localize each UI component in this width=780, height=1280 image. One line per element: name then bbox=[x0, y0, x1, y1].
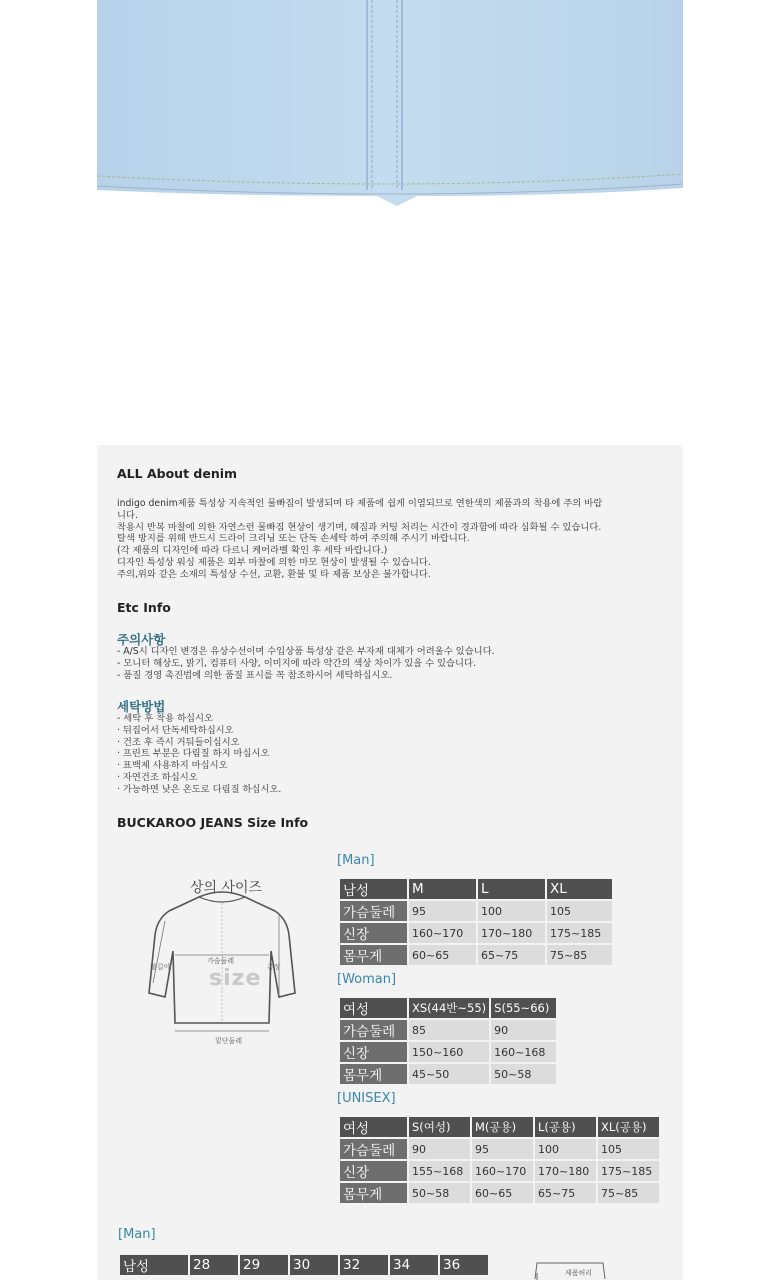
man-table-label: [Man] bbox=[337, 853, 375, 868]
table-cell: 34 bbox=[390, 1255, 438, 1275]
table-cell: 몸무게 bbox=[340, 1183, 407, 1203]
wash-line: · 건조 후 즉시 거둬들이십시오 bbox=[117, 736, 240, 748]
wash-line: · 가능하면 낮은 온도로 다림질 하십시오. bbox=[117, 783, 282, 795]
table-cell: 남성 bbox=[340, 879, 407, 899]
table-cell: 160~170 bbox=[409, 923, 476, 943]
woman-table-label: [Woman] bbox=[337, 972, 397, 987]
length-label: 총장 bbox=[267, 963, 281, 971]
table-cell: 100 bbox=[535, 1139, 596, 1159]
table-cell: 60~65 bbox=[472, 1183, 533, 1203]
table-row bbox=[340, 1020, 556, 1040]
table-row bbox=[340, 945, 612, 965]
caution-text bbox=[117, 646, 673, 681]
table-cell: XL(공용) bbox=[598, 1117, 659, 1137]
unisex-table-label: [UNISEX] bbox=[337, 1091, 396, 1106]
table-cell: 가슴둘레 bbox=[340, 901, 407, 921]
table-cell: 160~168 bbox=[491, 1042, 556, 1062]
table-cell: 신장 bbox=[340, 1161, 407, 1181]
table-cell: 75~85 bbox=[547, 945, 612, 965]
wash-line: · 표백제 사용하지 마십시오 bbox=[117, 760, 228, 772]
about-line: indigo denim제품 특성상 지속적인 물빠짐이 발생되며 타 제품에 쉽게 이염되므로 연한색의 제품과의 착용에 주의 바랍 bbox=[117, 498, 603, 509]
hem-label: 밑단둘레 bbox=[215, 1037, 243, 1045]
table-cell: 45~50 bbox=[409, 1064, 489, 1084]
table-cell: S(55~66) bbox=[491, 998, 556, 1018]
size-info-title: BUCKAROO JEANS Size Info bbox=[117, 815, 309, 830]
product-photo-denim bbox=[97, 0, 683, 208]
sleeve-label: 팔길이 bbox=[150, 963, 171, 971]
about-line: 탈색 방지를 위해 반드시 드라이 크리닝 또는 단독 손세탁 하여 주의해 주시기 바랍니다. bbox=[117, 533, 470, 545]
table-cell: 32 bbox=[340, 1255, 388, 1275]
about-line: 주의,위와 같은 소재의 특성상 수선, 교환, 환불 및 타 제품 보상은 불가합니다. bbox=[117, 568, 431, 580]
table-row bbox=[340, 1161, 659, 1181]
table-cell: XS(44반~55) bbox=[409, 998, 489, 1018]
table-row bbox=[340, 1139, 659, 1159]
table-cell: 여성 bbox=[340, 1117, 407, 1137]
table-cell: 160~170 bbox=[472, 1161, 533, 1181]
table-cell: 60~65 bbox=[409, 945, 476, 965]
table-cell: 가슴둘레 bbox=[340, 1139, 407, 1159]
table-row bbox=[340, 923, 612, 943]
table-cell: S(여성) bbox=[409, 1117, 470, 1137]
table-cell: 175~185 bbox=[598, 1161, 659, 1181]
table-cell: 50~58 bbox=[491, 1064, 556, 1084]
table-cell: 90 bbox=[491, 1020, 556, 1040]
table-cell: 175~185 bbox=[547, 923, 612, 943]
about-line: 니다. bbox=[117, 509, 138, 521]
table-cell: 몸무게 bbox=[340, 945, 407, 965]
denim-image bbox=[97, 0, 683, 208]
table-cell: 100 bbox=[478, 901, 545, 921]
caution-line: - A/S시 디자인 변경은 유상수선이며 수입상품 특성상 같은 부자재 대체가 어려울수 있습니다. bbox=[117, 646, 495, 657]
caution-title: 주의사항 bbox=[117, 632, 166, 647]
table-cell: 신장 bbox=[340, 923, 407, 943]
table-cell: M(공용) bbox=[472, 1117, 533, 1137]
size-watermark: size bbox=[209, 966, 262, 991]
table-cell: 몸무게 bbox=[340, 1064, 407, 1084]
top-size-diagram-title: 상의 사이즈 bbox=[190, 880, 263, 896]
wash-line: - 세탁 후 착용 하십시오 bbox=[117, 713, 214, 724]
table-cell: 105 bbox=[547, 901, 612, 921]
chest-label: 가슴둘레 bbox=[207, 957, 235, 965]
about-line: (각 제품의 디자인에 따라 다르니 케어라벨 확인 후 세탁 바랍니다.) bbox=[117, 545, 388, 557]
wash-title: 세탁방법 bbox=[117, 699, 166, 714]
table-cell: 155~168 bbox=[409, 1161, 470, 1181]
table-cell: 95 bbox=[472, 1139, 533, 1159]
table-cell: 75~85 bbox=[598, 1183, 659, 1203]
table-cell: XL bbox=[547, 879, 612, 899]
caution-line: - 모니터 해상도, 밝기, 컴퓨터 사양, 이미지에 따라 약간의 색상 차이가 있을 수 있습니다. bbox=[117, 657, 476, 669]
table-row bbox=[120, 1255, 488, 1275]
table-cell: 150~160 bbox=[409, 1042, 489, 1062]
table-row bbox=[340, 1042, 556, 1062]
about-denim-text bbox=[117, 498, 673, 581]
table-cell: 여성 bbox=[340, 998, 407, 1018]
table-cell: 남성 bbox=[120, 1255, 188, 1275]
table-cell: 65~75 bbox=[535, 1183, 596, 1203]
man-size-table bbox=[338, 877, 614, 967]
about-line: 디자인 특성상 워싱 제품은 외부 마찰에 의한 마모 현상이 발생될 수 있습니다. bbox=[117, 556, 431, 568]
wash-line: · 뒤집어서 단독세탁하십시오 bbox=[117, 724, 234, 736]
wash-line: · 프린트 부분은 다림질 하지 마십시오 bbox=[117, 748, 270, 760]
table-cell: 105 bbox=[598, 1139, 659, 1159]
table-cell: 170~180 bbox=[535, 1161, 596, 1181]
table-cell: 90 bbox=[409, 1139, 470, 1159]
table-cell: 30 bbox=[290, 1255, 338, 1275]
table-row bbox=[340, 1117, 659, 1137]
wash-line: · 자연건조 하십시오 bbox=[117, 771, 198, 783]
table-cell: 85 bbox=[409, 1020, 489, 1040]
about-line: 착용시 반복 마찰에 의한 자연스런 물빠짐 현상이 생기며, 헤짐과 커팅 처리는 시간이 경과함에 따라 심화될 수 있습니다. bbox=[117, 521, 602, 533]
table-cell: L bbox=[478, 879, 545, 899]
table-cell: L(공용) bbox=[535, 1117, 596, 1137]
table-cell: 95 bbox=[409, 901, 476, 921]
caution-line: - 품질 경영 촉진법에 의한 품질 표시를 꼭 참조하시어 세탁하십시오. bbox=[117, 669, 393, 681]
table-row bbox=[340, 879, 612, 899]
about-denim-title: ALL About denim bbox=[117, 466, 238, 481]
product-info-panel bbox=[97, 445, 683, 1280]
waist-label: 제품허리 bbox=[565, 1269, 593, 1277]
table-cell: 36 bbox=[440, 1255, 488, 1275]
table-row bbox=[340, 1183, 659, 1203]
table-cell: 28 bbox=[190, 1255, 238, 1275]
table-cell: 65~75 bbox=[478, 945, 545, 965]
man-pants-table-label: [Man] bbox=[118, 1227, 156, 1242]
wash-text bbox=[117, 713, 673, 796]
unisex-size-table bbox=[338, 1115, 661, 1205]
table-cell: 29 bbox=[240, 1255, 288, 1275]
table-cell: 50~58 bbox=[409, 1183, 470, 1203]
table-cell: 신장 bbox=[340, 1042, 407, 1062]
etc-info-title: Etc Info bbox=[117, 600, 171, 615]
woman-size-table bbox=[338, 996, 558, 1086]
table-cell: M bbox=[409, 879, 476, 899]
table-row bbox=[340, 1064, 556, 1084]
man-pants-size-table bbox=[118, 1253, 490, 1277]
table-cell: 가슴둘레 bbox=[340, 1020, 407, 1040]
table-cell: 170~180 bbox=[478, 923, 545, 943]
table-row bbox=[340, 998, 556, 1018]
table-row bbox=[340, 901, 612, 921]
